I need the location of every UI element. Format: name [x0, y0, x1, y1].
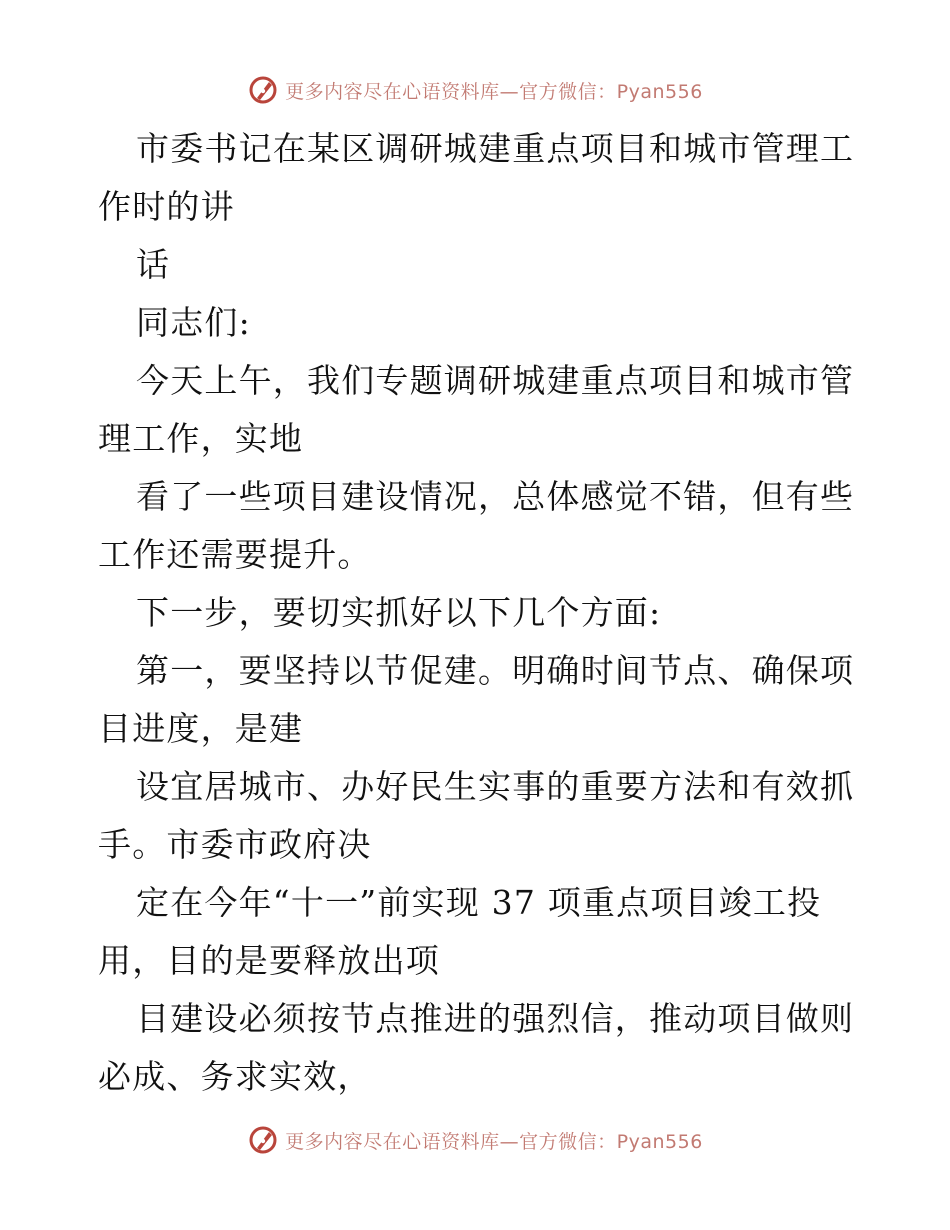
- paragraph-line: 看了一些项目建设情况，总体感觉不错，但有些: [136, 477, 855, 516]
- paragraph-line: 目进度，是建: [98, 709, 304, 748]
- paragraph-line: 今天上午，我们专题调研城建重点项目和城市管: [136, 361, 855, 400]
- footer-banner: [0, 1122, 950, 1158]
- paragraph-line: 目建设必须按节点推进的强烈信，推动项目做则: [136, 999, 855, 1038]
- paragraph-line: 手。市委市政府决: [98, 825, 372, 864]
- document-body: [98, 120, 854, 1106]
- header-banner-text: 更多内容尽在心语资料库—官方微信：Pyan556: [285, 80, 703, 103]
- footer-banner-text: 更多内容尽在心语资料库—官方微信：Pyan556: [285, 1130, 703, 1153]
- paragraph-line: 理工作，实地: [98, 419, 304, 458]
- pen-circle-logo-icon: [247, 1124, 279, 1156]
- paragraph-line: 设宜居城市、办好民生实事的重要方法和有效抓: [136, 767, 855, 806]
- paragraph-line: 工作还需要提升。: [98, 535, 372, 574]
- salutation: 同志们:: [136, 303, 251, 342]
- header-banner: [0, 72, 950, 108]
- pen-circle-logo-icon: [247, 74, 279, 106]
- paragraph-line: 定在今年“十一”前实现 37 项重点项目竣工投: [136, 883, 822, 922]
- paragraph-line: 必成、务求实效，: [98, 1057, 372, 1096]
- title-line-1: 市委书记在某区调研城建重点项目和城市管理工: [136, 129, 855, 168]
- title-line-3: 话: [136, 245, 171, 284]
- paragraph-line: 下一步，要切实抓好以下几个方面:: [136, 593, 662, 632]
- title-line-2: 作时的讲: [98, 187, 235, 226]
- paragraph-line: 用，目的是要释放出项: [98, 941, 440, 980]
- paragraph-line: 第一，要坚持以节促建。明确时间节点、确保项: [136, 651, 855, 690]
